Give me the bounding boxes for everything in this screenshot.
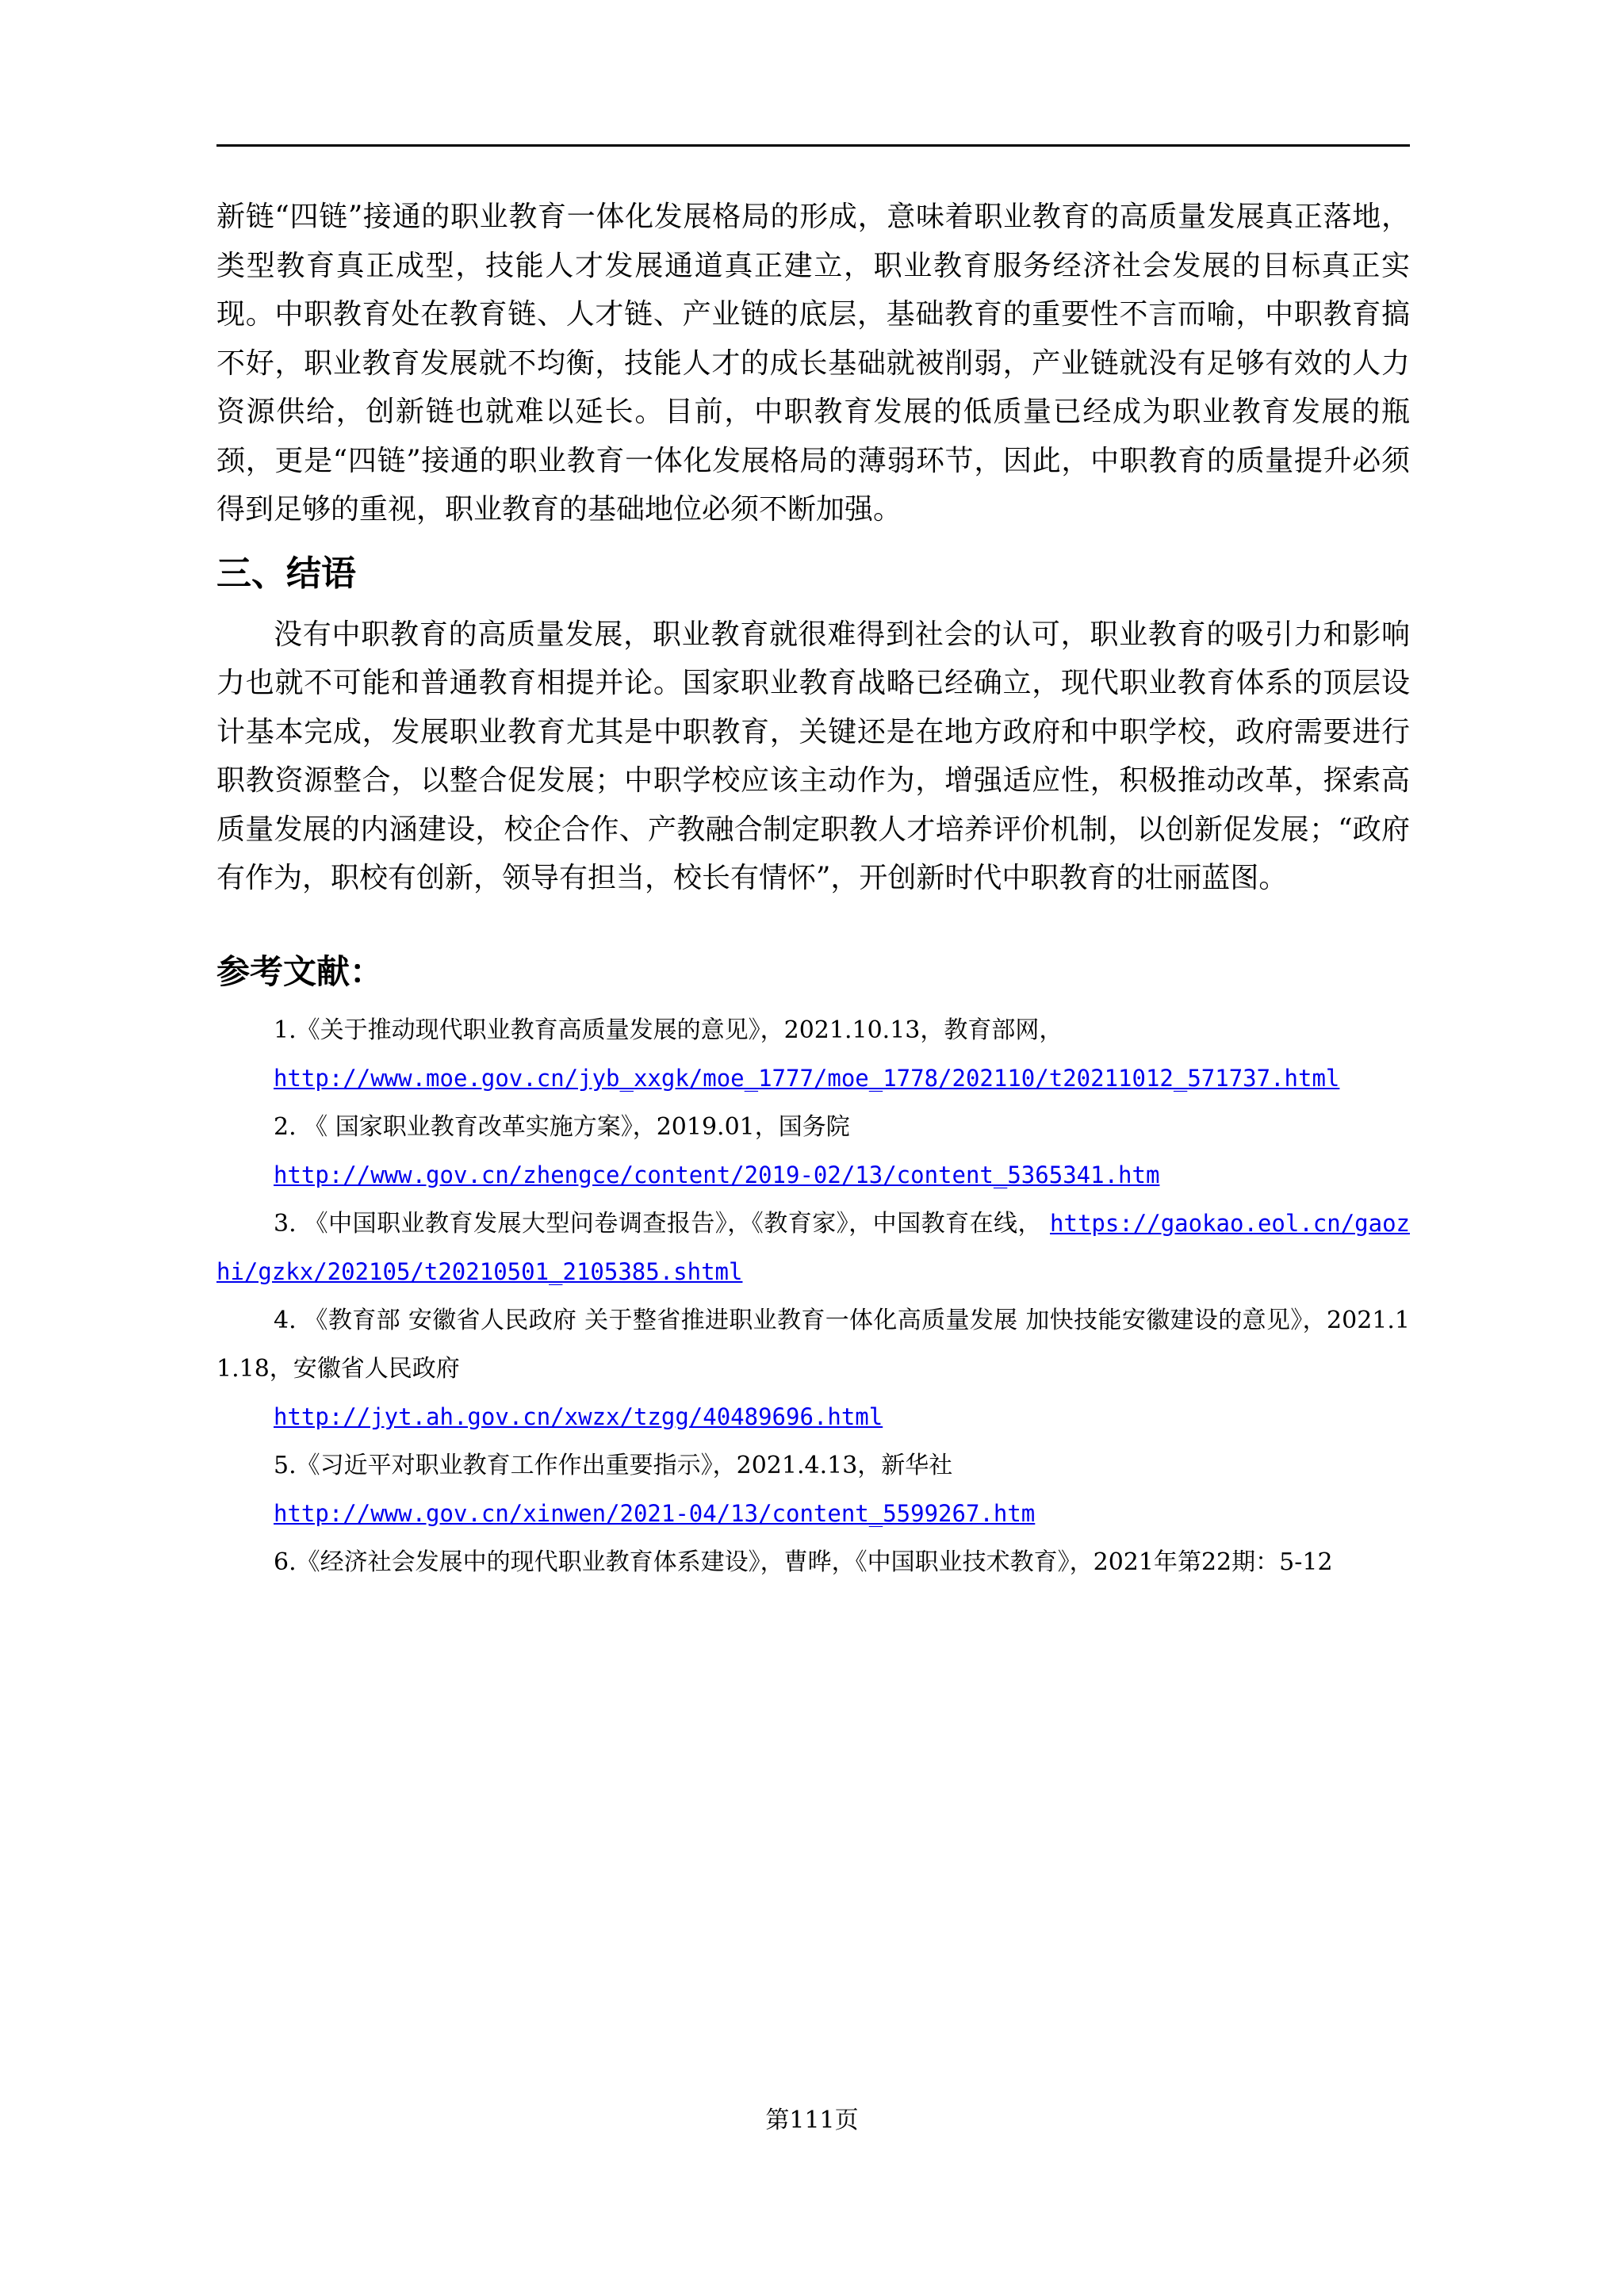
body-paragraph: 没有中职教育的高质量发展，职业教育就很难得到社会的认可，职业教育的吸引力和影响力也就不可能和普通教育相提并论。国家职业教育战略已经确立，现代职业教育体系的顶层设计基本完成，发展职业教育尤其是中职教育，关键还是在地方政府和中职学校，政府需要进行职教资源整合，以整合促发展；中职学校应该主动作为，增强适应性，积极推动改革，探索高质量发展的内涵建设，校企合作、产教融合制定职教人才培养评价机制，以创新促发展；“政府有作为，职校有创新，领导有担当，校长有情怀”，开创新时代中职教育的壮丽蓝图。 — [216, 618, 1410, 894]
reference-item: 2. 《 国家职业教育改革实施方案》，2019.01，国务院 — [274, 1112, 850, 1141]
reference-item — [216, 1200, 1410, 1296]
reference-item: 6.《经济社会发展中的现代职业教育体系建设》，曹晔，《中国职业技术教育》，2021年第22期：5-12 — [274, 1548, 1333, 1576]
page-number: 第111页 — [765, 2107, 859, 2134]
reference-item: 4. 《教育部 安徽省人民政府 关于整省推进职业教育一体化高质量发展 加快技能安徽建设的意见》，2021.11.18，安徽省人民政府 — [216, 1306, 1410, 1383]
section-heading: 三、结语 — [216, 553, 356, 594]
reference-link-line — [216, 1393, 1410, 1441]
reference-text: 3. 《中国职业教育发展大型问卷调查报告》，《教育家》，中国教育在线， — [274, 1209, 1043, 1238]
body-paragraph: 新链“四链”接通的职业教育一体化发展格局的形成，意味着职业教育的高质量发展真正落地，类型教育真正成型，技能人才发展通道真正建立，职业教育服务经济社会发展的目标真正实现。中职教育处在教育链、人才链、产业链的底层，基础教育的重要性不言而喻，中职教育搞不好，职业教育发展就不均衡，技能人才的成长基础就被削弱，产业链就没有足够有效的人力资源供给，创新链也就难以延长。目前，中职教育发展的低质量已经成为职业教育发展的瓶颈，更是“四链”接通的职业教育一体化发展格局的薄弱环节，因此，中职教育的质量提升必须得到足够的重视，职业教育的基础地位必须不断加强。 — [216, 201, 1410, 526]
reference-link[interactable]: http://www.gov.cn/xinwen/2021-04/13/content_5599267.htm — [274, 1499, 1036, 1527]
reference-item: 5.《习近平对职业教育工作作出重要指示》，2021.4.13，新华社 — [274, 1451, 953, 1479]
references-list — [216, 1006, 1410, 1586]
header-rule — [216, 144, 1410, 147]
reference-link-line — [216, 1151, 1410, 1200]
reference-link[interactable]: http://www.gov.cn/zhengce/content/2019-02/13/content_5365341.htm — [274, 1161, 1160, 1188]
reference-link[interactable]: https://gaokao.eol.cn/gaozhi/gzkx/202105/t20210501_2105385.shtml — [216, 1209, 1410, 1285]
reference-link-line — [216, 1490, 1410, 1538]
reference-link-line — [216, 1054, 1410, 1103]
references-heading: 参考文献： — [216, 951, 384, 991]
reference-link[interactable]: http://jyt.ah.gov.cn/xwzx/tzgg/40489696.html — [274, 1402, 883, 1430]
document-body — [216, 193, 1410, 1586]
reference-link[interactable]: http://www.moe.gov.cn/jyb_xxgk/moe_1777/moe_1778/202110/t20211012_571737.html — [274, 1064, 1340, 1092]
reference-item: 1.《关于推动现代职业教育高质量发展的意见》，2021.10.13，教育部网， — [274, 1016, 1063, 1044]
